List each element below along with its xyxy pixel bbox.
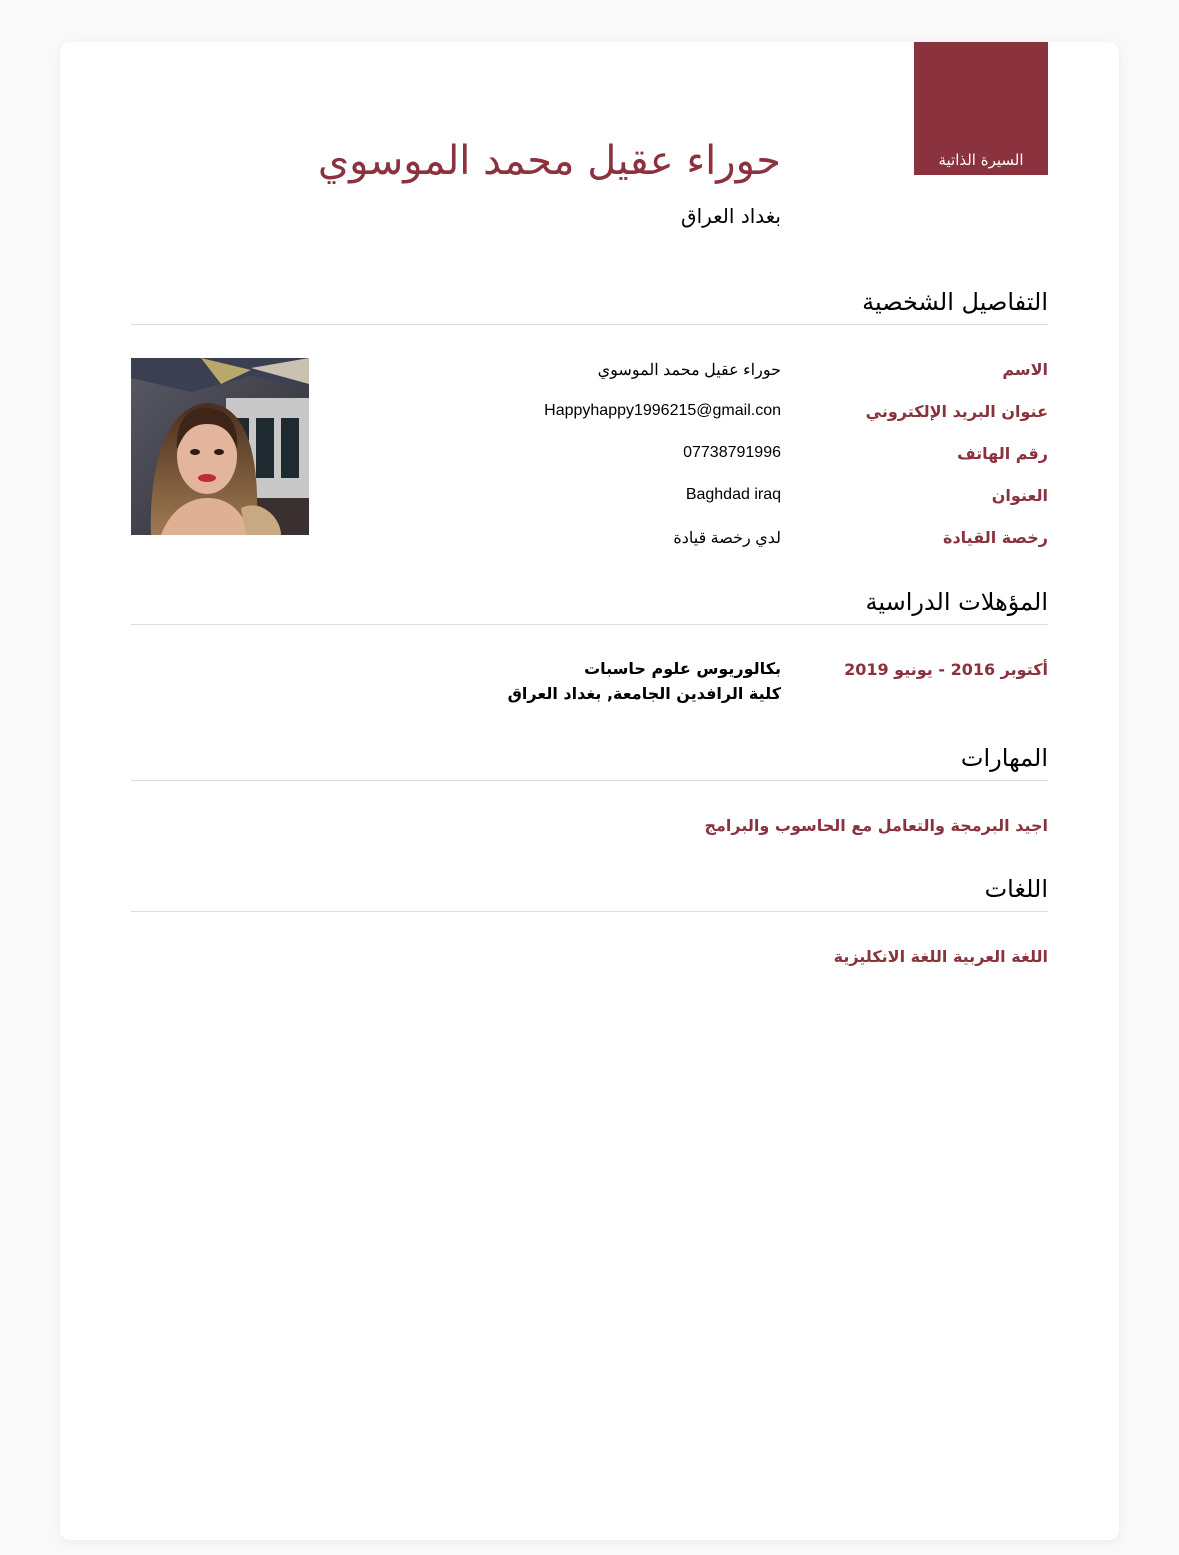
cv-badge-label: السيرة الذاتية: [938, 151, 1024, 169]
education-entry: [508, 656, 781, 706]
value-phone[interactable]: 07738791996: [683, 444, 781, 461]
value-email[interactable]: Happyhappy1996215@gmail.con: [544, 402, 781, 419]
section-heading-languages: اللغات: [131, 875, 1048, 912]
location-subtitle: بغداد العراق: [681, 204, 781, 228]
label-email: عنوان البريد الإلكتروني: [865, 402, 1048, 421]
section-heading-personal: التفاصيل الشخصية: [131, 288, 1048, 325]
value-address: Baghdad iraq: [685, 486, 781, 503]
page-title: حوراء عقيل محمد الموسوي: [317, 138, 781, 184]
languages-text: اللغة العربية اللغة الانكليزية: [833, 947, 1048, 966]
cv-badge: [914, 42, 1048, 175]
section-heading-skills: المهارات: [131, 744, 1048, 781]
education-degree: بكالوريوس علوم حاسبات: [584, 659, 781, 678]
education-school: كلية الرافدين الجامعة, بغداد العراق: [507, 684, 781, 703]
label-driving-license: رخصة القيادة: [943, 528, 1048, 547]
value-name: حوراء عقيل محمد الموسوي: [597, 362, 781, 379]
label-address: العنوان: [991, 486, 1048, 505]
label-name: الاسم: [1002, 360, 1048, 379]
education-period: أكتوبر 2016 - يونيو 2019: [844, 660, 1048, 679]
section-heading-education: المؤهلات الدراسية: [131, 588, 1048, 625]
profile-photo: [131, 358, 309, 535]
value-driving-license: لدي رخصة قيادة: [673, 530, 781, 547]
skills-text: اجيد البرمجة والتعامل مع الحاسوب والبرامج: [704, 816, 1048, 835]
label-phone: رقم الهاتف: [957, 444, 1048, 463]
cv-sheet: [60, 42, 1119, 1540]
